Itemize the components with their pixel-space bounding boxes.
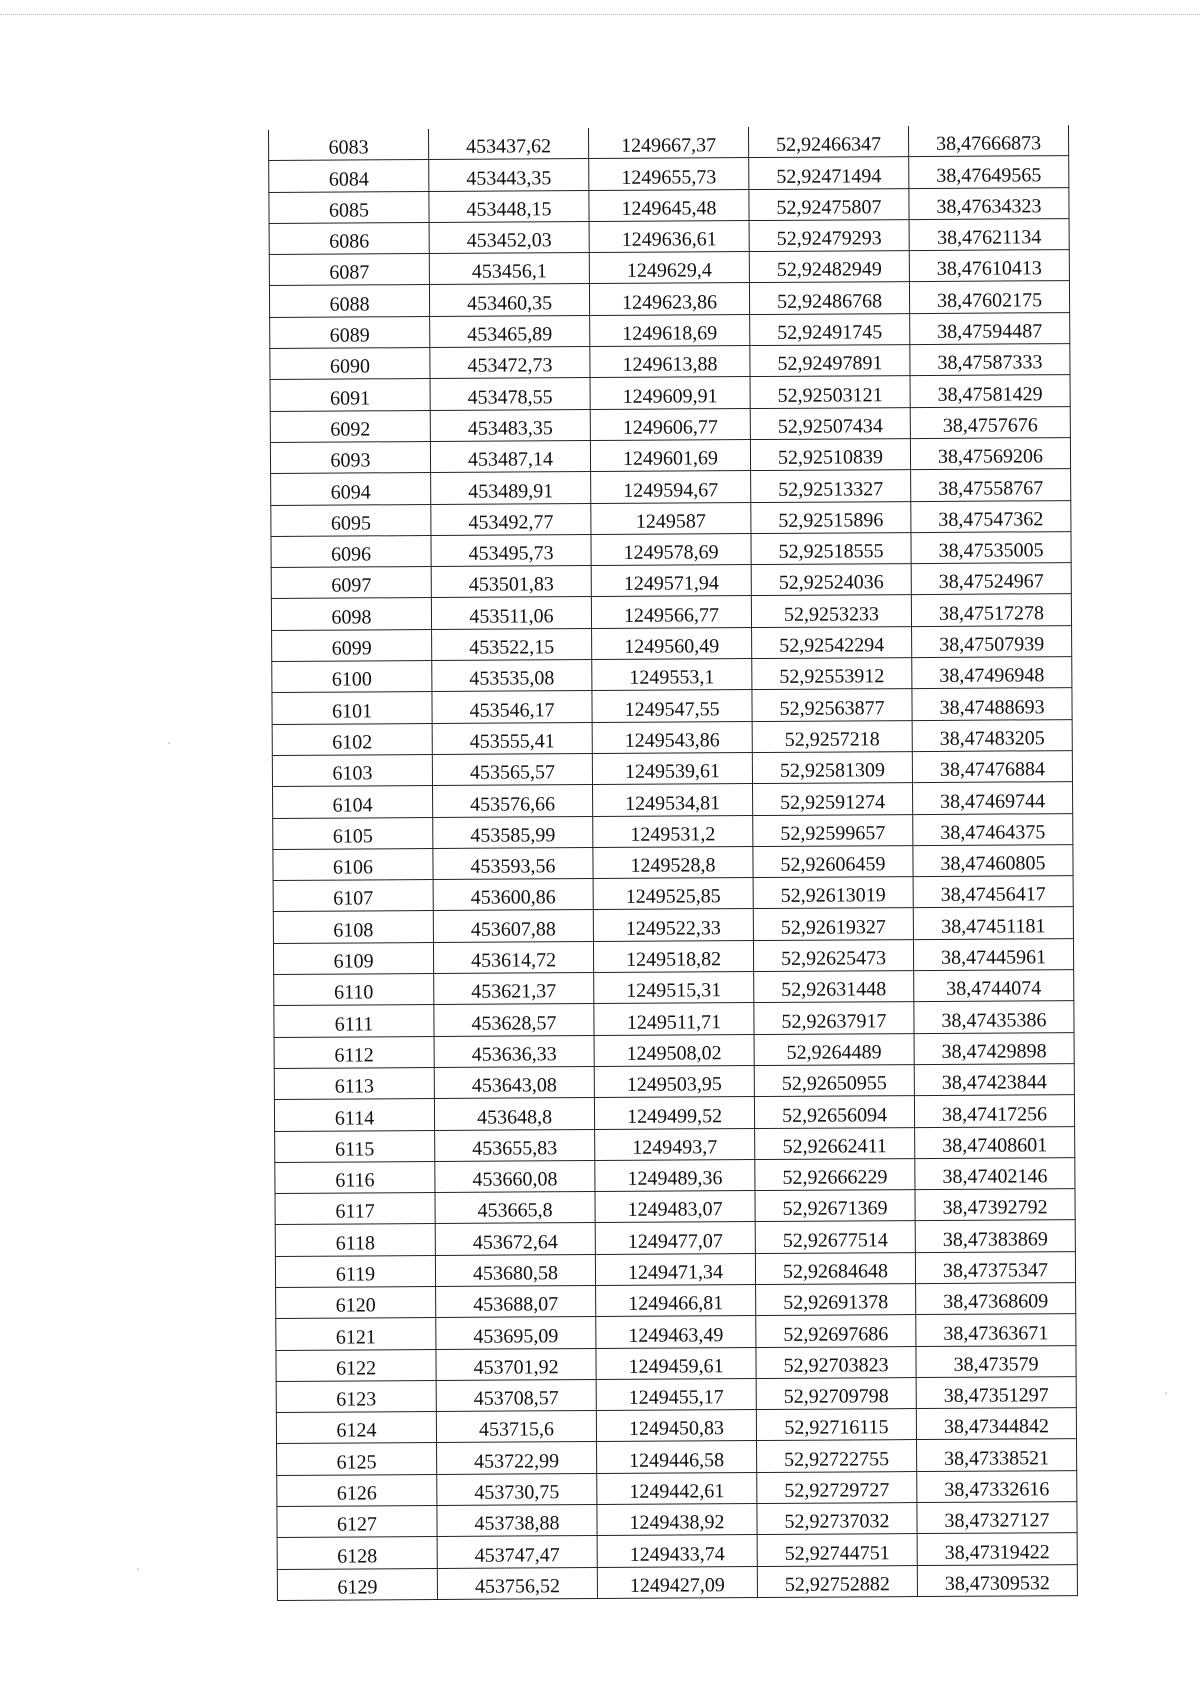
point-number-cell: 6121 [276, 1318, 436, 1350]
latitude-cell: 52,9253233 [751, 595, 911, 627]
y-coordinate-cell: 1249606,77 [590, 408, 750, 440]
latitude-cell: 52,92553912 [752, 658, 912, 690]
latitude-cell: 52,92507434 [750, 407, 910, 439]
y-coordinate-cell: 1249518,82 [593, 940, 753, 972]
y-coordinate-cell: 1249645,48 [589, 189, 749, 221]
y-coordinate-cell: 1249466,81 [596, 1285, 756, 1317]
x-coordinate-cell: 453593,56 [433, 847, 593, 879]
longitude-cell: 38,47507939 [912, 625, 1072, 657]
table-row [277, 1564, 1077, 1600]
latitude-cell: 52,92709798 [756, 1377, 916, 1409]
point-number-cell: 6101 [272, 692, 432, 724]
latitude-cell: 52,92752882 [757, 1565, 917, 1597]
longitude-cell: 38,4744074 [914, 970, 1074, 1002]
longitude-cell: 38,47594487 [910, 312, 1070, 344]
latitude-cell: 52,92729727 [757, 1471, 917, 1503]
latitude-cell: 52,92744751 [757, 1534, 917, 1566]
longitude-cell: 38,47569206 [910, 438, 1070, 470]
x-coordinate-cell: 453448,15 [429, 190, 589, 222]
longitude-cell: 38,473579 [916, 1345, 1076, 1377]
table-row [270, 375, 1070, 411]
scan-top-edge [0, 14, 1200, 15]
point-number-cell: 6123 [276, 1380, 436, 1412]
longitude-cell: 38,47338521 [917, 1439, 1077, 1471]
latitude-cell: 52,92606459 [753, 845, 913, 877]
table-row [269, 125, 1069, 161]
table-row [273, 813, 1073, 849]
point-number-cell: 6093 [270, 441, 430, 473]
latitude-cell: 52,92466347 [748, 126, 908, 158]
point-number-cell: 6099 [272, 629, 432, 661]
latitude-cell: 52,92482949 [749, 251, 909, 283]
longitude-cell: 38,47445961 [913, 938, 1073, 970]
point-number-cell: 6116 [275, 1161, 435, 1193]
x-coordinate-cell: 453489,91 [431, 472, 591, 504]
x-coordinate-cell: 453715,6 [436, 1411, 596, 1443]
y-coordinate-cell: 1249471,34 [595, 1253, 755, 1285]
point-number-cell: 6097 [271, 567, 431, 599]
x-coordinate-cell: 453522,15 [432, 628, 592, 660]
x-coordinate-cell: 453738,88 [437, 1505, 597, 1537]
longitude-cell: 38,47309532 [917, 1564, 1077, 1596]
longitude-cell: 38,47392792 [915, 1189, 1075, 1221]
longitude-cell: 38,47634323 [909, 187, 1069, 219]
table-row [269, 187, 1069, 223]
y-coordinate-cell: 1249547,55 [592, 690, 752, 722]
point-number-cell: 6102 [272, 723, 432, 755]
latitude-cell: 52,92475807 [749, 188, 909, 220]
x-coordinate-cell: 453648,8 [434, 1098, 594, 1130]
table-row [275, 1189, 1075, 1225]
y-coordinate-cell: 1249534,81 [593, 784, 753, 816]
y-coordinate-cell: 1249511,71 [594, 1003, 754, 1035]
x-coordinate-cell: 453660,08 [435, 1160, 595, 1192]
table-row [275, 1220, 1075, 1256]
table-row [273, 938, 1073, 974]
coordinates-table-body [269, 125, 1078, 1600]
x-coordinate-cell: 453452,03 [429, 221, 589, 253]
longitude-cell: 38,47456417 [913, 876, 1073, 908]
point-number-cell: 6096 [271, 535, 431, 567]
table-row [269, 250, 1069, 286]
y-coordinate-cell: 1249522,33 [593, 909, 753, 941]
y-coordinate-cell: 1249655,73 [589, 158, 749, 190]
latitude-cell: 52,92471494 [749, 157, 909, 189]
latitude-cell: 52,92662411 [755, 1127, 915, 1159]
y-coordinate-cell: 1249493,7 [595, 1128, 755, 1160]
y-coordinate-cell: 1249525,85 [593, 878, 753, 910]
point-number-cell: 6113 [274, 1067, 434, 1099]
x-coordinate-cell: 453701,92 [436, 1348, 596, 1380]
longitude-cell: 38,47483205 [912, 719, 1072, 751]
longitude-cell: 38,47524967 [911, 563, 1071, 595]
x-coordinate-cell: 453511,06 [431, 597, 591, 629]
x-coordinate-cell: 453443,35 [429, 159, 589, 191]
latitude-cell: 52,92716115 [756, 1409, 916, 1441]
y-coordinate-cell: 1249499,52 [594, 1097, 754, 1129]
latitude-cell: 52,92515896 [751, 501, 911, 533]
point-number-cell: 6089 [270, 316, 430, 348]
y-coordinate-cell: 1249483,07 [595, 1191, 755, 1223]
longitude-cell: 38,47488693 [912, 688, 1072, 720]
y-coordinate-cell: 1249450,83 [596, 1410, 756, 1442]
latitude-cell: 52,92524036 [751, 564, 911, 596]
y-coordinate-cell: 1249438,92 [597, 1504, 757, 1536]
y-coordinate-cell: 1249609,91 [590, 377, 750, 409]
table-row [273, 782, 1073, 818]
table-row [275, 1126, 1075, 1162]
table-row [269, 218, 1069, 254]
table-row [272, 688, 1072, 724]
point-number-cell: 6122 [276, 1349, 436, 1381]
x-coordinate-cell: 453576,66 [433, 785, 593, 817]
longitude-cell: 38,47460805 [913, 844, 1073, 876]
latitude-cell: 52,92691378 [756, 1284, 916, 1316]
table-row [273, 844, 1073, 880]
coordinates-table [268, 125, 1078, 1601]
point-number-cell: 6115 [275, 1130, 435, 1162]
longitude-cell: 38,47363671 [916, 1314, 1076, 1346]
y-coordinate-cell: 1249539,61 [592, 752, 752, 784]
y-coordinate-cell: 1249587 [591, 502, 751, 534]
point-number-cell: 6086 [269, 222, 429, 254]
longitude-cell: 38,47429898 [914, 1032, 1074, 1064]
latitude-cell: 52,92650955 [754, 1064, 914, 1096]
table-row [274, 1032, 1074, 1068]
table-row [269, 156, 1069, 192]
longitude-cell: 38,47344842 [916, 1408, 1076, 1440]
x-coordinate-cell: 453708,57 [436, 1379, 596, 1411]
latitude-cell: 52,92677514 [755, 1221, 915, 1253]
longitude-cell: 38,4757676 [910, 406, 1070, 438]
latitude-cell: 52,92599657 [753, 814, 913, 846]
latitude-cell: 52,92697686 [756, 1315, 916, 1347]
latitude-cell: 52,92737032 [757, 1503, 917, 1535]
latitude-cell: 52,92631448 [754, 971, 914, 1003]
y-coordinate-cell: 1249446,58 [597, 1441, 757, 1473]
table-row [276, 1376, 1076, 1412]
y-coordinate-cell: 1249601,69 [590, 440, 750, 472]
point-number-cell: 6084 [269, 160, 429, 192]
x-coordinate-cell: 453643,08 [434, 1066, 594, 1098]
table-row [270, 344, 1070, 380]
table-row [271, 500, 1071, 536]
longitude-cell: 38,47368609 [916, 1283, 1076, 1315]
longitude-cell: 38,47375347 [915, 1251, 1075, 1283]
table-row [274, 970, 1074, 1006]
table-row [276, 1345, 1076, 1381]
point-number-cell: 6127 [277, 1506, 437, 1538]
point-number-cell: 6103 [272, 754, 432, 786]
point-number-cell: 6128 [277, 1537, 437, 1569]
y-coordinate-cell: 1249442,61 [597, 1472, 757, 1504]
longitude-cell: 38,47496948 [912, 657, 1072, 689]
y-coordinate-cell: 1249455,17 [596, 1378, 756, 1410]
x-coordinate-cell: 453747,47 [437, 1536, 597, 1568]
point-number-cell: 6114 [274, 1099, 434, 1131]
point-number-cell: 6100 [272, 661, 432, 693]
table-row [277, 1533, 1077, 1569]
longitude-cell: 38,47602175 [909, 281, 1069, 313]
latitude-cell: 52,92479293 [749, 219, 909, 251]
point-number-cell: 6088 [269, 285, 429, 317]
latitude-cell: 52,9257218 [752, 720, 912, 752]
latitude-cell: 52,92666229 [755, 1158, 915, 1190]
longitude-cell: 38,47469744 [912, 782, 1072, 814]
table-row [276, 1283, 1076, 1319]
x-coordinate-cell: 453600,86 [433, 879, 593, 911]
point-number-cell: 6092 [270, 410, 430, 442]
y-coordinate-cell: 1249667,37 [588, 127, 748, 159]
latitude-cell: 52,92625473 [753, 939, 913, 971]
x-coordinate-cell: 453546,17 [432, 691, 592, 723]
x-coordinate-cell: 453492,77 [431, 503, 591, 535]
table-row [274, 1001, 1074, 1037]
latitude-cell: 52,92542294 [752, 626, 912, 658]
latitude-cell: 52,92510839 [750, 439, 910, 471]
y-coordinate-cell: 1249489,36 [595, 1159, 755, 1191]
table-row [275, 1157, 1075, 1193]
table-row [277, 1502, 1077, 1538]
latitude-cell: 52,92497891 [750, 345, 910, 377]
point-number-cell: 6110 [274, 974, 434, 1006]
longitude-cell: 38,47535005 [911, 531, 1071, 563]
latitude-cell: 52,92722755 [757, 1440, 917, 1472]
x-coordinate-cell: 453465,89 [430, 315, 590, 347]
y-coordinate-cell: 1249618,69 [590, 314, 750, 346]
x-coordinate-cell: 453614,72 [433, 941, 593, 973]
latitude-cell: 52,92486768 [749, 282, 909, 314]
x-coordinate-cell: 453672,64 [435, 1223, 595, 1255]
point-number-cell: 6095 [271, 504, 431, 536]
point-number-cell: 6118 [275, 1224, 435, 1256]
scan-speck [168, 742, 170, 744]
x-coordinate-cell: 453680,58 [435, 1254, 595, 1286]
table-row [271, 469, 1071, 505]
longitude-cell: 38,47435386 [914, 1001, 1074, 1033]
table-row [271, 594, 1071, 630]
x-coordinate-cell: 453483,35 [430, 409, 590, 441]
y-coordinate-cell: 1249560,49 [592, 627, 752, 659]
x-coordinate-cell: 453437,62 [428, 128, 588, 160]
x-coordinate-cell: 453722,99 [437, 1442, 597, 1474]
longitude-cell: 38,47517278 [911, 594, 1071, 626]
y-coordinate-cell: 1249477,07 [595, 1222, 755, 1254]
longitude-cell: 38,47417256 [914, 1095, 1074, 1127]
table-row [274, 1095, 1074, 1131]
latitude-cell: 52,92518555 [751, 532, 911, 564]
table-row [272, 657, 1072, 693]
longitude-cell: 38,47408601 [915, 1126, 1075, 1158]
x-coordinate-cell: 453628,57 [434, 1004, 594, 1036]
point-number-cell: 6091 [270, 379, 430, 411]
point-number-cell: 6120 [276, 1286, 436, 1318]
longitude-cell: 38,47621134 [909, 218, 1069, 250]
point-number-cell: 6109 [273, 942, 433, 974]
y-coordinate-cell: 1249503,95 [594, 1065, 754, 1097]
x-coordinate-cell: 453655,83 [435, 1129, 595, 1161]
x-coordinate-cell: 453665,8 [435, 1192, 595, 1224]
table-row [272, 751, 1072, 787]
point-number-cell: 6117 [275, 1193, 435, 1225]
x-coordinate-cell: 453501,83 [431, 566, 591, 598]
point-number-cell: 6106 [273, 848, 433, 880]
x-coordinate-cell: 453478,55 [430, 378, 590, 410]
y-coordinate-cell: 1249629,4 [589, 252, 749, 284]
longitude-cell: 38,47649565 [909, 156, 1069, 188]
latitude-cell: 52,92684648 [755, 1252, 915, 1284]
table-row [277, 1439, 1077, 1475]
x-coordinate-cell: 453495,73 [431, 534, 591, 566]
point-number-cell: 6098 [271, 598, 431, 630]
table-row [271, 563, 1071, 599]
point-number-cell: 6108 [273, 911, 433, 943]
latitude-cell: 52,92619327 [753, 908, 913, 940]
x-coordinate-cell: 453460,35 [429, 284, 589, 316]
longitude-cell: 38,47402146 [915, 1157, 1075, 1189]
point-number-cell: 6125 [277, 1443, 437, 1475]
point-number-cell: 6124 [276, 1412, 436, 1444]
longitude-cell: 38,47666873 [908, 125, 1068, 157]
y-coordinate-cell: 1249543,86 [592, 721, 752, 753]
longitude-cell: 38,47451181 [913, 907, 1073, 939]
longitude-cell: 38,47327127 [917, 1502, 1077, 1534]
latitude-cell: 52,92491745 [750, 313, 910, 345]
table-row [275, 1251, 1075, 1287]
x-coordinate-cell: 453535,08 [432, 660, 592, 692]
point-number-cell: 6104 [273, 786, 433, 818]
x-coordinate-cell: 453585,99 [433, 816, 593, 848]
x-coordinate-cell: 453695,09 [436, 1317, 596, 1349]
table-row [269, 281, 1069, 317]
y-coordinate-cell: 1249508,02 [594, 1034, 754, 1066]
y-coordinate-cell: 1249427,09 [597, 1566, 757, 1598]
table-row [276, 1408, 1076, 1444]
table-row [271, 531, 1071, 567]
longitude-cell: 38,47332616 [917, 1470, 1077, 1502]
longitude-cell: 38,47319422 [917, 1533, 1077, 1565]
y-coordinate-cell: 1249613,88 [590, 346, 750, 378]
y-coordinate-cell: 1249623,86 [589, 283, 749, 315]
y-coordinate-cell: 1249566,77 [591, 596, 751, 628]
longitude-cell: 38,47423844 [914, 1063, 1074, 1095]
table-row [273, 907, 1073, 943]
x-coordinate-cell: 453456,1 [429, 253, 589, 285]
y-coordinate-cell: 1249594,67 [591, 471, 751, 503]
y-coordinate-cell: 1249515,31 [594, 972, 754, 1004]
latitude-cell: 52,92503121 [750, 376, 910, 408]
point-number-cell: 6129 [277, 1568, 437, 1600]
longitude-cell: 38,47587333 [910, 344, 1070, 376]
latitude-cell: 52,92656094 [754, 1096, 914, 1128]
point-number-cell: 6090 [270, 348, 430, 380]
table-row [273, 876, 1073, 912]
y-coordinate-cell: 1249531,2 [593, 815, 753, 847]
latitude-cell: 52,92671369 [755, 1190, 915, 1222]
x-coordinate-cell: 453555,41 [432, 722, 592, 754]
latitude-cell: 52,92591274 [753, 783, 913, 815]
y-coordinate-cell: 1249571,94 [591, 565, 751, 597]
x-coordinate-cell: 453756,52 [437, 1567, 597, 1599]
table-row [274, 1063, 1074, 1099]
table-row [272, 719, 1072, 755]
longitude-cell: 38,47476884 [912, 751, 1072, 783]
point-number-cell: 6119 [275, 1255, 435, 1287]
x-coordinate-cell: 453621,37 [434, 973, 594, 1005]
x-coordinate-cell: 453565,57 [432, 753, 592, 785]
latitude-cell: 52,92563877 [752, 689, 912, 721]
table-row [276, 1314, 1076, 1350]
latitude-cell: 52,92703823 [756, 1346, 916, 1378]
point-number-cell: 6094 [271, 473, 431, 505]
x-coordinate-cell: 453487,14 [430, 441, 590, 473]
latitude-cell: 52,92581309 [752, 752, 912, 784]
x-coordinate-cell: 453730,75 [437, 1473, 597, 1505]
point-number-cell: 6083 [269, 129, 429, 161]
table-row [272, 625, 1072, 661]
point-number-cell: 6087 [269, 254, 429, 286]
y-coordinate-cell: 1249553,1 [592, 659, 752, 691]
latitude-cell: 52,92513327 [751, 470, 911, 502]
point-number-cell: 6112 [274, 1036, 434, 1068]
point-number-cell: 6126 [277, 1474, 437, 1506]
longitude-cell: 38,47547362 [911, 500, 1071, 532]
y-coordinate-cell: 1249433,74 [597, 1535, 757, 1567]
table-row [277, 1470, 1077, 1506]
x-coordinate-cell: 453636,33 [434, 1035, 594, 1067]
longitude-cell: 38,47464375 [913, 813, 1073, 845]
coordinates-table-wrapper [268, 125, 1077, 1601]
longitude-cell: 38,47558767 [911, 469, 1071, 501]
longitude-cell: 38,47610413 [909, 250, 1069, 282]
scan-speck [1165, 1392, 1167, 1394]
latitude-cell: 52,92637917 [754, 1002, 914, 1034]
point-number-cell: 6105 [273, 817, 433, 849]
point-number-cell: 6107 [273, 880, 433, 912]
latitude-cell: 52,9264489 [754, 1033, 914, 1065]
y-coordinate-cell: 1249459,61 [596, 1347, 756, 1379]
y-coordinate-cell: 1249528,8 [593, 846, 753, 878]
longitude-cell: 38,47383869 [915, 1220, 1075, 1252]
table-row [270, 312, 1070, 348]
y-coordinate-cell: 1249578,69 [591, 533, 751, 565]
x-coordinate-cell: 453472,73 [430, 347, 590, 379]
scan-speck [137, 1568, 139, 1570]
y-coordinate-cell: 1249463,49 [596, 1316, 756, 1348]
longitude-cell: 38,47351297 [916, 1376, 1076, 1408]
longitude-cell: 38,47581429 [910, 375, 1070, 407]
x-coordinate-cell: 453688,07 [436, 1286, 596, 1318]
y-coordinate-cell: 1249636,61 [589, 220, 749, 252]
x-coordinate-cell: 453607,88 [433, 910, 593, 942]
point-number-cell: 6111 [274, 1005, 434, 1037]
table-row [270, 438, 1070, 474]
latitude-cell: 52,92613019 [753, 877, 913, 909]
table-row [270, 406, 1070, 442]
point-number-cell: 6085 [269, 191, 429, 223]
